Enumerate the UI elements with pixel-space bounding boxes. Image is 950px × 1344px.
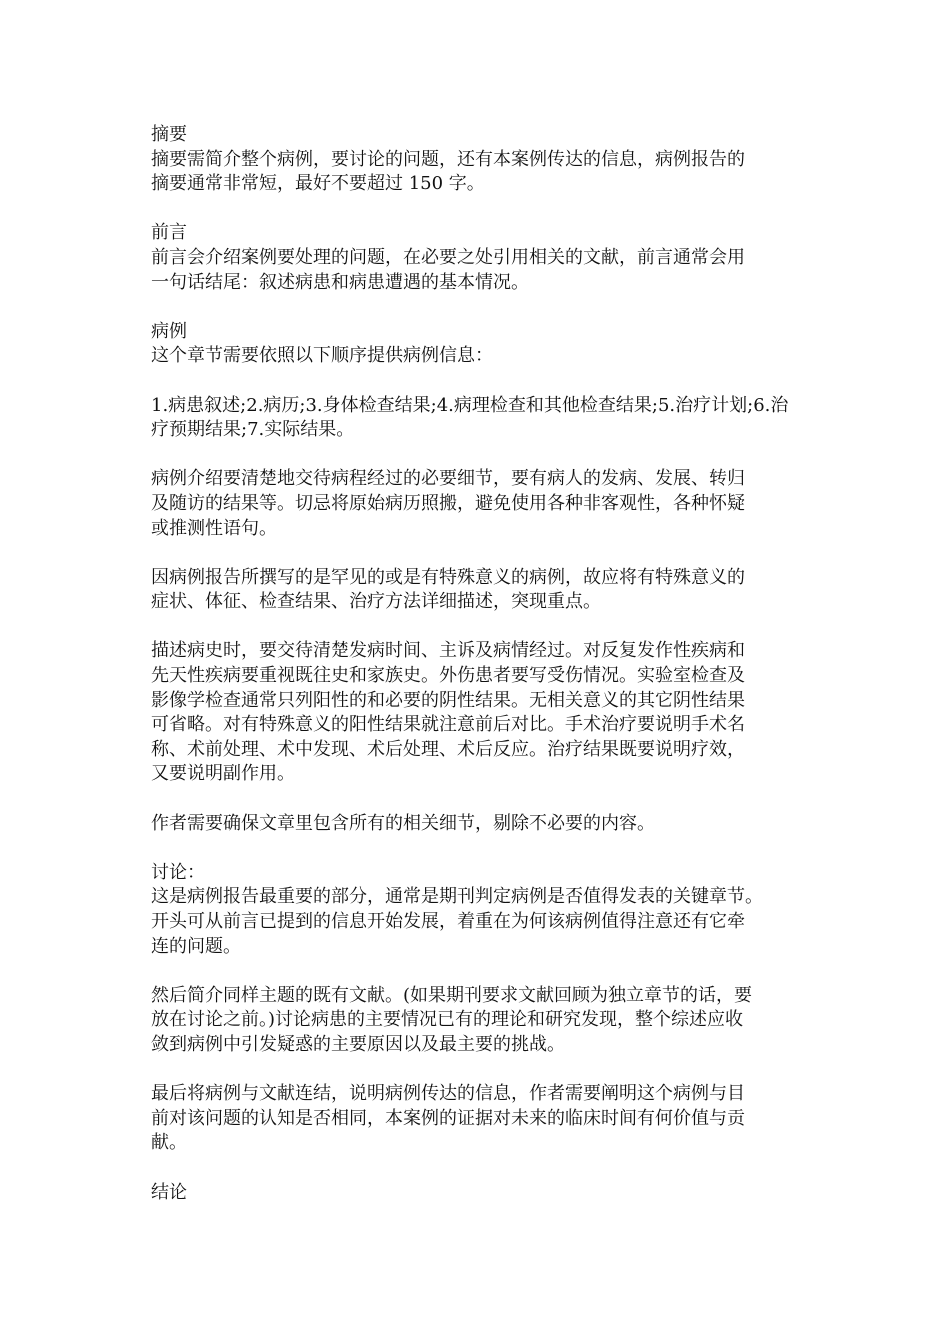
paragraph-line: 及随访的结果等。切忌将原始病历照搬，避免使用各种非客观性，各种怀疑 [151,492,745,514]
paragraph-line: 连的问题。 [151,935,241,957]
section-heading-conclusion: 结论 [151,1181,187,1203]
paragraph-line: 这是病例报告最重要的部分，通常是期刊判定病例是否值得发表的关键章节。 [151,886,763,908]
paragraph-gap [151,787,801,812]
paragraph-gap [151,197,801,222]
paragraph-gap [151,369,801,394]
discussion-paragraph-3 [151,1082,801,1156]
paragraph-gap [151,541,801,566]
section-heading-introduction: 前言 [151,222,187,244]
paragraph-line: 疗预期结果;7.实际结果。 [151,419,355,441]
paragraph-line: 症状、体征、检查结果、治疗方法详细描述，突现重点。 [151,591,601,613]
paragraph-line: 摘要通常非常短，最好不要超过 150 字。 [151,173,485,195]
conclusion-section [151,1181,801,1206]
paragraph-line: 一句话结尾：叙述病患和病患遭遇的基本情况。 [151,271,529,293]
paragraph-line: 描述病史时，要交待清楚发病时间、主诉及病情经过。对反复发作性疾病和 [151,640,745,662]
paragraph-gap [151,1058,801,1083]
paragraph-line: 又要说明副作用。 [151,763,295,785]
paragraph-line: 这个章节需要依照以下顺序提供病例信息： [151,345,493,367]
case-paragraph-1 [151,467,801,541]
section-heading-abstract: 摘要 [151,124,187,145]
paragraph-line: 然后简介同样主题的既有文献。(如果期刊要求文献回顾为独立章节的话，要 [151,984,753,1006]
paragraph-gap [151,959,801,984]
paragraph-line: 作者需要确保文章里包含所有的相关细节，剔除不必要的内容。 [151,812,655,834]
paragraph-gap [151,836,801,861]
discussion-section [151,861,801,959]
section-heading-discussion: 讨论： [151,861,205,883]
introduction-section [151,221,801,295]
case-paragraph-2 [151,566,801,615]
paragraph-line: 影像学检查通常只列阳性的和必要的阴性结果。无相关意义的其它阴性结果 [151,689,745,711]
abstract-section [151,123,801,197]
paragraph-line: 先天性疾病要重视既往史和家族史。外伤患者要写受伤情况。实验室检查及 [151,665,745,687]
section-heading-case: 病例 [151,320,187,342]
paragraph-line: 献。 [151,1132,187,1154]
paragraph-line: 因病例报告所撰写的是罕见的或是有特殊意义的病例，故应将有特殊意义的 [151,566,745,588]
paragraph-line: 可省略。对有特殊意义的阳性结果就注意前后对比。手术治疗要说明手术名 [151,714,745,736]
paragraph-gap [151,615,801,640]
discussion-paragraph-2 [151,984,801,1058]
paragraph-line: 前言会介绍案例要处理的问题，在必要之处引用相关的文献，前言通常会用 [151,246,745,268]
paragraph-line: 放在讨论之前。)讨论病患的主要情况已有的理论和研究发现，整个综述应收 [151,1009,744,1031]
paragraph-line: 1.病患叙述;2.病历;3.身体检查结果;4.病理检查和其他检查结果;5.治疗计划;6.治 [151,394,789,416]
case-paragraph-4 [151,812,801,837]
paragraph-line: 开头可从前言已提到的信息开始发展，着重在为何该病例值得注意还有它牵 [151,911,745,932]
paragraph-line: 最后将病例与文献连结，说明病例传达的信息，作者需要阐明这个病例与目 [151,1083,745,1105]
paragraph-line: 称、术前处理、术中发现、术后处理、术后反应。治疗结果既要说明疗效， [151,738,745,760]
paragraph-line: 摘要需简介整个病例，要讨论的问题，还有本案例传达的信息，病例报告的 [151,148,745,170]
paragraph-gap [151,295,801,320]
paragraph-gap [151,443,801,468]
document-body [151,123,801,1205]
case-section-header [151,320,801,369]
case-paragraph-3 [151,639,801,787]
case-order-list [151,394,801,443]
paragraph-line: 病例介绍要清楚地交待病程经过的必要细节，要有病人的发病、发展、转归 [151,468,745,490]
paragraph-line: 敛到病例中引发疑惑的主要原因以及最主要的挑战。 [151,1033,565,1055]
paragraph-gap [151,1156,801,1181]
paragraph-line: 前对该问题的认知是否相同，本案例的证据对未来的临床时间有何价值与贡 [151,1107,745,1129]
paragraph-line: 或推测性语句。 [151,517,277,539]
